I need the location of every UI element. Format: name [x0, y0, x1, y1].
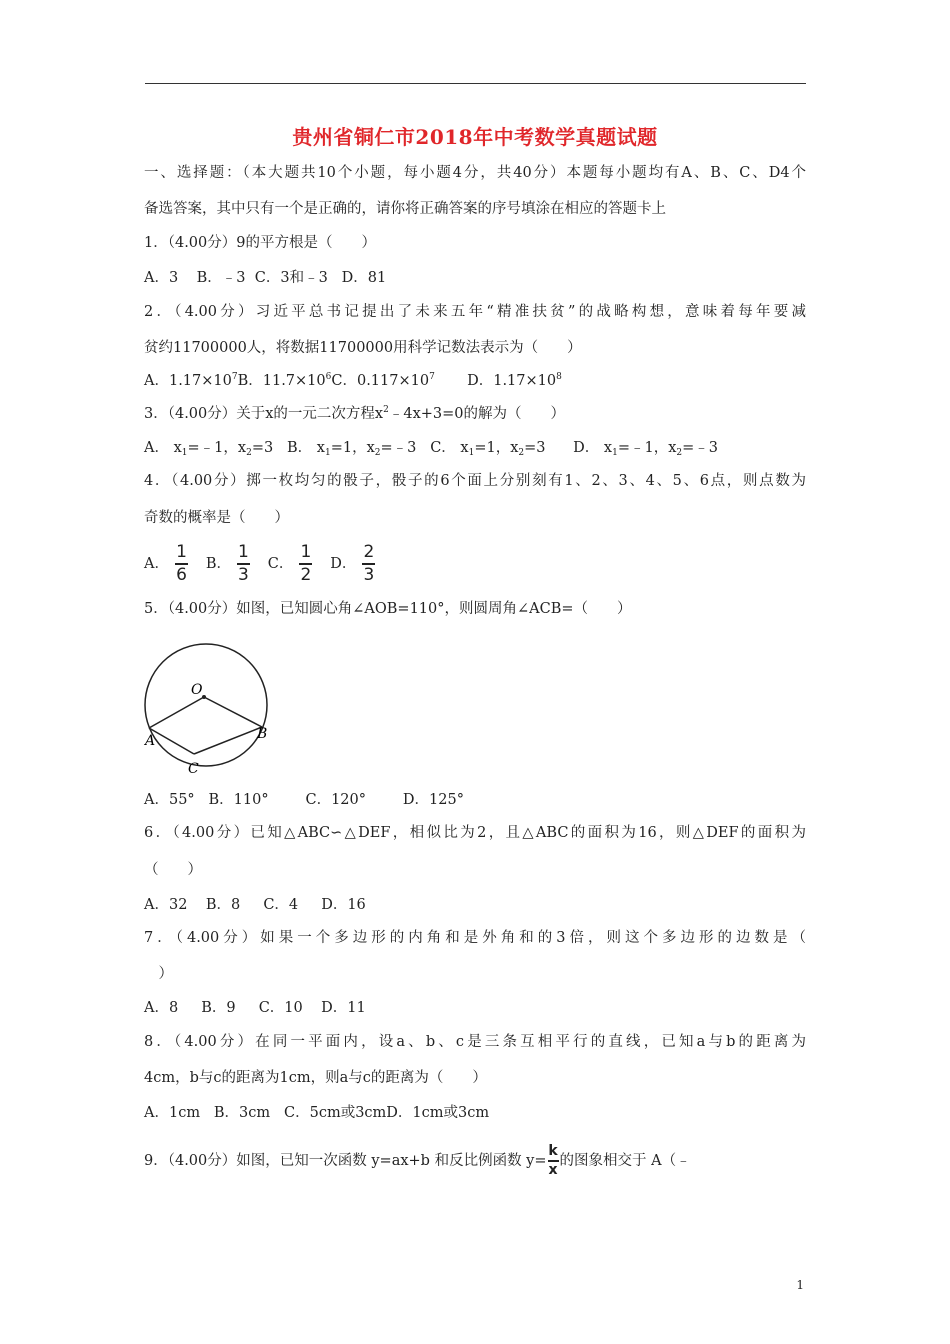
q6-options — [144, 895, 366, 915]
q1-options — [144, 268, 386, 288]
q8-option-a[interactable]: A．1cm — [144, 1105, 201, 1121]
q3-d-v2: =﹣3 — [682, 440, 719, 456]
q3-b-x2: x — [366, 440, 375, 456]
q4-stem-line2: 奇数的概率是（ ） — [144, 510, 289, 526]
q9-fraction-k: k — [548, 1143, 558, 1160]
q4-option-c[interactable] — [267, 542, 317, 585]
q4-a-fraction — [175, 544, 188, 584]
q5-stem: 5．（4.00分）如图，已知圆心角∠AOB=110°，则圆周角∠ACB=（ ） — [144, 601, 632, 617]
q6-option-a[interactable]: A．32 — [144, 897, 188, 913]
q9-fraction-k-over-x — [548, 1144, 559, 1178]
q9-stem — [144, 1141, 806, 1181]
q3-a-x1: x — [173, 440, 182, 456]
q1-option-b[interactable]: B．﹣3 — [196, 270, 246, 286]
q2-option-b[interactable] — [238, 373, 332, 389]
q7-options — [144, 998, 366, 1018]
section-intro-line1: 一、选择题：（本大题共10个小题，每小题4分，共40分）本题每小题均有A、B、C、D4个 — [144, 165, 806, 181]
q7-option-b[interactable]: B．9 — [201, 1000, 236, 1016]
q6-option-b[interactable]: B．8 — [205, 897, 241, 913]
q4-a-num: 1 — [176, 542, 187, 563]
q7-stem-line1: 7．（4.00分）如果一个多边形的内角和是外角和的3倍，则这个多边形的边数是（ — [144, 930, 806, 946]
q4-b-den: 3 — [238, 564, 249, 585]
q3-options — [144, 438, 718, 458]
q3-c-sub2: 2 — [518, 448, 525, 458]
q8-stem-line1: 8．（4.00分）在同一平面内，设a、b、c是三条互相平行的直线，已知a与b的距离为 — [144, 1034, 806, 1050]
q1-option-d[interactable]: D．81 — [341, 270, 387, 286]
q3-c-v1: =1， — [474, 440, 511, 456]
q3-c-label: C． — [430, 440, 456, 456]
q8-options — [144, 1103, 489, 1123]
q3-a-sub1: 1 — [181, 448, 188, 458]
q4-option-d[interactable] — [330, 542, 379, 585]
q1-stem: 1．（4.00分）9的平方根是（ ） — [144, 235, 376, 251]
q3-d-x1: x — [603, 440, 613, 456]
q4-c-num: 1 — [300, 542, 312, 563]
q3-stem-pre: 3．（4.00分）关于x的一元二次方程x — [144, 406, 384, 422]
q5-options — [144, 790, 464, 810]
q7-option-c[interactable]: C．10 — [258, 1000, 303, 1016]
q9-fraction-x: x — [548, 1161, 558, 1178]
q3-a-v1: =﹣1， — [187, 440, 238, 456]
q5-option-b[interactable]: B．110° — [208, 792, 269, 808]
q4-option-b[interactable] — [205, 542, 254, 585]
q9-stem-pre: 9．（4.00分）如图，已知一次函数 y=ax+b 和反比例函数 y= — [144, 1153, 547, 1169]
q2-option-d[interactable] — [467, 373, 562, 389]
q3-a-x2: x — [237, 440, 247, 456]
q7-option-a[interactable]: A．8 — [144, 1000, 179, 1016]
q5-option-d[interactable]: D．125° — [402, 792, 464, 808]
q4-stem-line1: 4．（4.00分）掷一枚均匀的骰子，骰子的6个面上分别刻有1、2、3、4、5、6点，则点数为 — [144, 473, 806, 489]
q2-option-a-exp: 7 — [231, 372, 238, 382]
q2-option-a-base: A．1.17×10 — [144, 373, 232, 389]
q4-c-den: 2 — [300, 564, 312, 585]
q2-options — [144, 371, 562, 391]
q2-stem-line2: 贫约11700000人，将数据11700000用科学记数法表示为（ ） — [144, 340, 582, 356]
q5-label-a: A — [145, 733, 156, 749]
q6-option-c[interactable]: C．4 — [263, 897, 299, 913]
q1-option-c[interactable]: C．3和﹣3 — [254, 270, 328, 286]
q4-option-a[interactable] — [144, 542, 192, 585]
q2-option-a[interactable] — [144, 373, 238, 389]
q4-c-label: C． — [267, 556, 294, 572]
header-rule — [145, 83, 806, 84]
q3-d-sub2: 2 — [676, 448, 683, 458]
q3-c-v2: =3 — [524, 440, 546, 456]
page-title: 贵州省铜仁市2018年中考数学真题试题 — [292, 125, 658, 149]
q3-b-label: B． — [287, 440, 313, 456]
q2-option-d-exp: 8 — [556, 372, 562, 382]
q2-option-b-base: B．11.7×10 — [237, 373, 326, 389]
q3-option-b[interactable] — [287, 440, 416, 456]
q3-d-v1: =﹣1， — [617, 440, 669, 456]
page-number: 1 — [796, 1278, 804, 1292]
q6-stem-line2: （ ） — [144, 862, 202, 878]
q3-a-sub2: 2 — [246, 448, 252, 458]
q5-circle-figure — [140, 642, 280, 777]
q6-stem-line1: 6．（4.00分）已知△ABC∽△DEF，相似比为2，且△ABC的面积为16，则△DEF的面积为 — [144, 825, 806, 841]
q9-stem-post: 的图象相交于 A（﹣ — [559, 1153, 691, 1169]
q4-d-fraction — [362, 544, 375, 584]
q4-b-label: B． — [205, 556, 231, 572]
q3-d-x2: x — [668, 440, 677, 456]
q4-d-num: 2 — [363, 542, 375, 563]
q4-b-fraction — [237, 544, 250, 584]
q2-option-c[interactable] — [331, 373, 434, 389]
q8-stem-line2: 4cm，b与c的距离为1cm，则a与c的距离为（ ） — [144, 1070, 487, 1086]
q5-label-b: B — [257, 726, 268, 742]
q7-stem-line2: ） — [144, 966, 173, 982]
q3-d-label: D． — [573, 440, 600, 456]
q3-option-a[interactable] — [144, 440, 273, 456]
q8-option-d[interactable]: D．1cm或3cm — [386, 1105, 490, 1121]
q3-d-sub1: 1 — [612, 448, 618, 458]
q4-d-den: 3 — [363, 564, 375, 585]
q5-option-c[interactable]: C．120° — [305, 792, 367, 808]
q4-a-label: A． — [144, 556, 169, 572]
q2-option-b-exp: 6 — [325, 372, 332, 382]
q4-a-den: 6 — [176, 564, 187, 585]
q3-stem — [144, 404, 565, 424]
q3-b-v1: =1， — [330, 440, 367, 456]
q2-option-c-base: C．0.117×10 — [331, 373, 430, 389]
q8-option-b[interactable]: B．3cm — [213, 1105, 271, 1121]
q3-c-sub1: 1 — [468, 448, 475, 458]
q1-option-a[interactable]: A．3 — [144, 270, 179, 286]
q3-a-label: A． — [144, 440, 169, 456]
q3-stem-post: ﹣4x+3=0的解为（ ） — [388, 406, 566, 422]
q3-b-sub2: 2 — [374, 448, 381, 458]
q4-options — [144, 543, 379, 585]
q5-label-c: C — [188, 761, 199, 777]
q2-option-c-exp: 7 — [429, 372, 435, 382]
q6-option-d[interactable]: D．16 — [321, 897, 366, 913]
q3-option-c[interactable] — [430, 440, 545, 456]
q2-stem-line1: 2．（4.00分）习近平总书记提出了未来五年“精准扶贫”的战略构想，意味着每年要减 — [144, 304, 806, 320]
q3-b-v2: =﹣3 — [380, 440, 417, 456]
section-intro-line2: 备选答案，其中只有一个是正确的，请你将正确答案的序号填涂在相应的答题卡上 — [144, 201, 666, 217]
q4-c-fraction — [299, 544, 312, 584]
q3-stem-exp: 2 — [383, 405, 389, 415]
q3-b-sub1: 1 — [324, 448, 331, 458]
q5-option-a[interactable]: A．55° — [144, 792, 195, 808]
q4-b-num: 1 — [238, 542, 249, 563]
q4-d-label: D． — [330, 556, 357, 572]
q3-c-x1: x — [460, 440, 469, 456]
q8-option-c[interactable]: C．5cm或3cm — [284, 1105, 387, 1121]
q7-option-d[interactable]: D．11 — [321, 1000, 366, 1016]
q3-b-x1: x — [316, 440, 325, 456]
q2-option-d-base: D．1.17×10 — [467, 373, 557, 389]
q3-option-d[interactable] — [573, 440, 718, 456]
q5-label-o: O — [191, 682, 203, 698]
q3-a-v2: =3 — [251, 440, 274, 456]
q3-c-x2: x — [510, 440, 519, 456]
